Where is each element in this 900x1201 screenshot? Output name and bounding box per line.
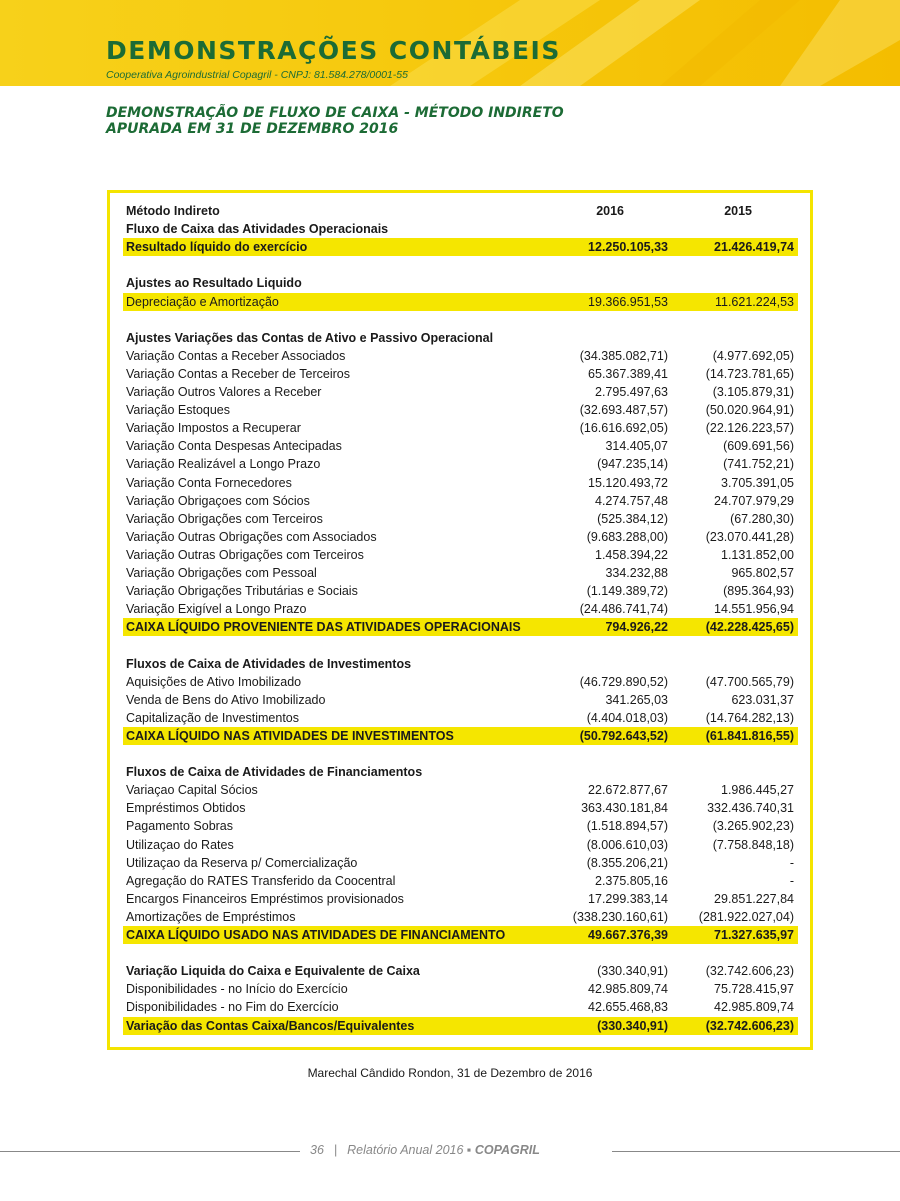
table-row	[123, 600, 798, 618]
table-row	[123, 926, 798, 944]
row-label: Variação Realizável a Longo Prazo	[126, 457, 321, 471]
spacer-row	[123, 944, 798, 962]
table-row	[123, 510, 798, 528]
value-2016: 314.405,07	[605, 439, 668, 453]
value-2016: 2.795.497,63	[595, 385, 668, 399]
table-row	[123, 998, 798, 1016]
row-label: Encargos Financeiros Empréstimos provisionados	[126, 892, 404, 906]
value-2016: (24.486.741,74)	[579, 602, 668, 616]
value-2015: 1.131.852,00	[721, 548, 794, 562]
table-row	[123, 474, 798, 492]
row-label: Ajustes Variações das Contas de Ativo e Passivo Operacional	[126, 331, 494, 345]
header-banner	[0, 0, 900, 86]
value-2015: (67.280,30)	[730, 512, 794, 526]
row-label: Resultado líquido do exercício	[126, 240, 308, 254]
value-2016: 794.926,22	[605, 620, 668, 634]
table-row	[123, 202, 798, 220]
row-label: Utilizaçao do Rates	[126, 838, 234, 852]
row-label: Variação Obrigações com Terceiros	[126, 512, 323, 526]
table-row	[123, 419, 798, 437]
value-2016: 42.655.468,83	[588, 1000, 668, 1014]
value-2015: (741.752,21)	[723, 457, 794, 471]
value-2015: 29.851.227,84	[714, 892, 794, 906]
value-2015: 14.551.956,94	[714, 602, 794, 616]
banner-subtitle: Cooperativa Agroindustrial Copagril - CNPJ: 81.584.278/0001-55	[106, 69, 408, 81]
table-row	[123, 908, 798, 926]
table-row	[123, 564, 798, 582]
table-row	[123, 329, 798, 347]
value-2016: (8.355.206,21)	[586, 856, 668, 870]
value-2016: 42.985.809,74	[588, 982, 668, 996]
footer-brand: COPAGRIL	[474, 1143, 540, 1157]
table-row	[123, 546, 798, 564]
value-2015: -	[789, 856, 794, 870]
value-2015: -	[789, 874, 794, 888]
row-label: CAIXA LÍQUIDO NAS ATIVIDADES DE INVESTIMENTOS	[126, 729, 454, 743]
row-label: Variação Estoques	[126, 403, 230, 417]
table-row	[123, 781, 798, 799]
document-title	[106, 105, 564, 137]
value-2015: 24.707.979,29	[714, 494, 794, 508]
value-2015: 623.031,37	[731, 693, 794, 707]
value-2015: 71.327.635,97	[714, 928, 794, 942]
row-label: Variação Obrigaçoes com Sócios	[126, 494, 310, 508]
value-2016: 2.375.805,16	[595, 874, 668, 888]
row-label: Variação Outras Obrigações com Terceiros	[126, 548, 364, 562]
value-2015: (14.764.282,13)	[705, 711, 794, 725]
row-label: Depreciação e Amortização	[126, 295, 279, 309]
value-2016: (8.006.610,03)	[586, 838, 668, 852]
value-2016: 363.430.181,84	[581, 801, 668, 815]
value-2016: (330.340,91)	[597, 1019, 668, 1033]
table-row	[123, 582, 798, 600]
value-2015: 42.985.809,74	[714, 1000, 794, 1014]
value-2015: 11.621.224,53	[714, 295, 794, 309]
value-2015: (3.105.879,31)	[712, 385, 794, 399]
row-label: Variação Outras Obrigações com Associados	[126, 530, 377, 544]
spacer-row	[123, 311, 798, 329]
table-row	[123, 763, 798, 781]
table-row	[123, 455, 798, 473]
table-row	[123, 293, 798, 311]
value-2015: (4.977.692,05)	[712, 349, 794, 363]
value-2015: (42.228.425,65)	[705, 620, 794, 634]
value-2016: (34.385.082,71)	[579, 349, 668, 363]
value-2016: 65.367.389,41	[588, 367, 668, 381]
table-row	[123, 890, 798, 908]
row-label: Pagamento Sobras	[126, 819, 234, 833]
table-row	[123, 238, 798, 256]
value-2015: 21.426.419,74	[714, 240, 794, 254]
value-2015: (14.723.781,65)	[705, 367, 794, 381]
row-label: Venda de Bens do Ativo Imobilizado	[126, 693, 326, 707]
row-label: Variação Outros Valores a Receber	[126, 385, 322, 399]
document-title-line2: APURADA EM 31 DE DEZEMBRO 2016	[106, 121, 399, 137]
row-label: Variação Exigível a Longo Prazo	[126, 602, 307, 616]
row-label: Variaçao Capital Sócios	[126, 783, 258, 797]
table-row	[123, 691, 798, 709]
value-2016: (16.616.692,05)	[579, 421, 668, 435]
row-label: Método Indireto	[126, 204, 220, 218]
table-row	[123, 655, 798, 673]
table-row	[123, 980, 798, 998]
value-2015: 965.802,57	[731, 566, 794, 580]
page-number: 36	[310, 1143, 324, 1157]
footer-separator: |	[333, 1143, 338, 1157]
value-2016: (9.683.288,00)	[586, 530, 668, 544]
place-date: Marechal Cândido Rondon, 31 de Dezembro de 2016	[307, 1066, 593, 1080]
value-2015: (23.070.441,28)	[705, 530, 794, 544]
value-2015: (7.758.848,18)	[712, 838, 794, 852]
table-row	[123, 383, 798, 401]
table-row	[123, 347, 798, 365]
document-title-line1: DEMONSTRAÇÃO DE FLUXO DE CAIXA - MÉTODO INDIRETO	[106, 105, 564, 121]
value-2015: (281.922.027,04)	[698, 910, 794, 924]
row-label: Utilizaçao da Reserva p/ Comercialização	[126, 856, 358, 870]
row-label: Aquisições de Ativo Imobilizado	[126, 675, 302, 689]
value-2016: 341.265,03	[605, 693, 668, 707]
spacer-row	[123, 745, 798, 763]
row-label: Variação Contas a Receber de Terceiros	[126, 367, 350, 381]
row-label: Empréstimos Obtidos	[126, 801, 246, 815]
value-2015: 332.436.740,31	[707, 801, 794, 815]
value-2015: (3.265.902,23)	[712, 819, 794, 833]
value-2016: (525.384,12)	[597, 512, 668, 526]
table-row	[123, 872, 798, 890]
value-2016: (338.230.160,61)	[572, 910, 668, 924]
table-row	[123, 220, 798, 238]
page-footer	[310, 1143, 540, 1157]
table-row	[123, 709, 798, 727]
row-label: Fluxos de Caixa de Atividades de Investimentos	[126, 657, 412, 671]
value-2015: (895.364,93)	[723, 584, 794, 598]
table-row	[123, 1017, 798, 1035]
table-row	[123, 799, 798, 817]
row-label: Fluxo de Caixa das Atividades Operacionais	[126, 222, 389, 236]
value-2016: 49.667.376,39	[588, 928, 668, 942]
value-2016: 17.299.383,14	[588, 892, 668, 906]
table-row	[123, 528, 798, 546]
footer-rule-right	[612, 1151, 900, 1152]
value-2015: (32.742.606,23)	[705, 1019, 794, 1033]
footer-rule-left	[0, 1151, 300, 1152]
row-label: Variação Conta Fornecedores	[126, 476, 292, 490]
value-2015: (22.126.223,57)	[705, 421, 794, 435]
table-row	[123, 836, 798, 854]
value-2016: (50.792.643,52)	[579, 729, 668, 743]
value-2016: (4.404.018,03)	[586, 711, 668, 725]
spacer-row	[123, 636, 798, 654]
table-row	[123, 618, 798, 636]
table-row	[123, 673, 798, 691]
value-2016: 22.672.877,67	[588, 783, 668, 797]
table-row	[123, 492, 798, 510]
value-2015: 1.986.445,27	[721, 783, 794, 797]
row-label: Ajustes ao Resultado Liquido	[126, 276, 302, 290]
value-2015: 3.705.391,05	[721, 476, 794, 490]
row-label: Agregação do RATES Transferido da Coocentral	[126, 874, 396, 888]
table-row	[123, 365, 798, 383]
row-label: Variação Impostos a Recuperar	[126, 421, 301, 435]
value-2015: (50.020.964,91)	[705, 403, 794, 417]
value-2015: 2015	[724, 204, 752, 218]
value-2016: 334.232,88	[605, 566, 668, 580]
value-2016: (32.693.487,57)	[579, 403, 668, 417]
row-label: Variação Conta Despesas Antecipadas	[126, 439, 342, 453]
value-2015: (609.691,56)	[723, 439, 794, 453]
value-2016: (1.149.389,72)	[586, 584, 668, 598]
table-row	[123, 817, 798, 835]
value-2015: (47.700.565,79)	[705, 675, 794, 689]
row-label: Variação Contas a Receber Associados	[126, 349, 346, 363]
table-row	[123, 962, 798, 980]
value-2016: 19.366.951,53	[588, 295, 668, 309]
footer-report: Relatório Anual 2016 ▪	[347, 1143, 472, 1157]
value-2015: (61.841.816,55)	[705, 729, 794, 743]
banner-title: DEMONSTRAÇÕES CONTÁBEIS	[106, 36, 561, 65]
table-row	[123, 854, 798, 872]
value-2016: (46.729.890,52)	[579, 675, 668, 689]
row-label: Amortizações de Empréstimos	[126, 910, 296, 924]
spacer-row	[123, 256, 798, 274]
value-2016: (330.340,91)	[597, 964, 668, 978]
row-label: Disponibilidades - no Fim do Exercício	[126, 1000, 339, 1014]
value-2015: 75.728.415,97	[714, 982, 794, 996]
row-label: Variação Liquida do Caixa e Equivalente de Caixa	[126, 964, 420, 978]
row-label: Variação das Contas Caixa/Bancos/Equivalentes	[126, 1019, 415, 1033]
row-label: Variação Obrigações com Pessoal	[126, 566, 317, 580]
value-2016: 12.250.105,33	[588, 240, 668, 254]
row-label: Variação Obrigações Tributárias e Sociais	[126, 584, 358, 598]
value-2015: (32.742.606,23)	[705, 964, 794, 978]
table-row	[123, 727, 798, 745]
table-row	[123, 401, 798, 419]
row-label: CAIXA LÍQUIDO PROVENIENTE DAS ATIVIDADES OPERACIONAIS	[126, 620, 521, 634]
row-label: CAIXA LÍQUIDO USADO NAS ATIVIDADES DE FINANCIAMENTO	[126, 928, 506, 942]
row-label: Disponibilidades - no Início do Exercício	[126, 982, 348, 996]
value-2016: (947.235,14)	[597, 457, 668, 471]
table-row	[123, 274, 798, 292]
value-2016: 15.120.493,72	[588, 476, 668, 490]
value-2016: 1.458.394,22	[595, 548, 668, 562]
row-label: Capitalização de Investimentos	[126, 711, 300, 725]
value-2016: 4.274.757,48	[595, 494, 668, 508]
row-label: Fluxos de Caixa de Atividades de Financiamentos	[126, 765, 423, 779]
value-2016: (1.518.894,57)	[586, 819, 668, 833]
table-row	[123, 437, 798, 455]
value-2016: 2016	[596, 204, 624, 218]
